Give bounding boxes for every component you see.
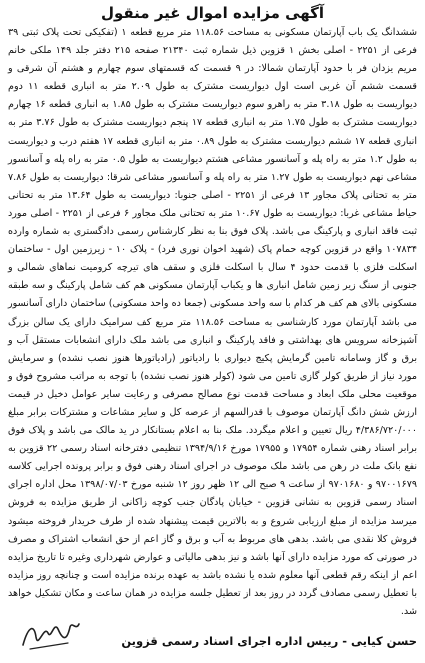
handwritten-signature-icon: [20, 615, 82, 653]
notice-footer: [6, 615, 417, 653]
notice-body: ششدانگ یک باب آپارتمان مسکونی به مساحت ۱۱۸.۵۶ متر مربع قطعه ۱ (تفکیکی تحت پلاک ثبتی ۳۹ فرعی از ۲۲۵۱ - اصلی بخش ۱ قزوین ذیل شماره ثبت ۲۱۳۴۰ صفحه ۲۱۵ دفتر جلد ۱۴۹ ملکی خانم مریم یزدان فر با حدود آپارتمان شمالا: در ۹ قسمت که قسمتهای سوم چهارم و هشتم آن شرقی و قسمت ششم آن غربی است اول دیواریست مشترک به طول ۲.۰۹ متر به انباری قطعه ۱۱ دوم دیواریست به طول ۳.۱۸ متر به راهرو سوم دیواریست مشترک به طول ۱.۸۵ به انباری قطعه ۱۶ چهارم دیواریست مشترک به طول ۱.۷۵ متر به انباری قطعه ۱۷ پنجم دیواریست مشترک به طول ۳.۷۶ متر به انباری قطعه ۱۷ ششم دیواریست مشترک به طول ۰.۸۹ متر به انباری قطعه ۱۷ هفتم درب و دیواریست به طول ۱.۲ متر به راه پله و آسانسور مشاعی هشتم دیواریست به طول ۰.۵ متر به راه پله و آسانسور مشاعی نهم دیواریست به طول ۱.۲۷ متر به راه پله و آسانسور مشاعی شرقا: دیواریست به طول ۷.۸۶ متر به تحتانی پلاک مجاور ۱۳ فرعی از ۲۲۵۱ - اصلی جنوبا: دیواریست به طول ۱۳.۶۴ متر به تحتانی حیاط مشاعی غربا: دیواریست به طول ۱۰.۶۷ متر به تحتانی ملک مجاور ۶ فرعی از ۲۲۵۱ - اصلی مورد ثبت فاقد انباری و پارکینگ می باشد. پلاک فوق بنا به نظر کارشناس رسمی دادگستری به شماره وارده ۱۰۷۸۳۴ واقع در قزوین کوچه حمام پاک (شهید اخوان نوری فرد) - پلاک ۱۰ - زیرزمین اول - ساختمان اسکلت فلزی با قدمت حدود ۴ سال با اسکلت فلزی و سقف های تیرچه کرومیت نماهای شمالی و جنوبی از سنگ زیر زمین شامل انباری ها و یکباب آپارتمان مسکونی هم کف شامل پارکینگ و سه طبقه مسکونی بالای هم کف هر کدام با سه واحد مسکونی (جمعا ده واحد مسکونی) ساختمان دارای آسانسور می باشد آپارتمان مورد کارشناسی به مساحت ۱۱۸.۵۶ متر مربع کف سرامیک دارای یک سالن بزرگ آشپزخانه سرویس های بهداشتی و فاقد پارکینگ و انباری می باشد ملک دارای انشعابات مستقل آب و برق و گاز وسامانه تامین گرمایش پکیج دیواری با رادیاتور (رادیاتورها هنوز نصب نشده) و سرمایش مورد نیاز از طریق کولر گازی تامین می شود (کولر هنوز نصب نشده) با توجه به مراتب مشروح فوق و موقعیت محلی ملک ابعاد و مساحت قدمت نوع مصالح مصرفی و رعایت سایر عوامل دخیل در قیمت ارزش شش دانگ آپارتمان موصوف با قدرالسهم از عرصه کل و سایر مشاعات و مشترکات برابر مبلغ ۴/۳۸۶/۷۲۰/۰۰۰ ریال تعیین و اعلام میگردد. ملک بنا به اعلام بستانکار در ید مالک می باشد و پلاک فوق برابر اسناد رهنی شماره ۱۷۹۵۴ و ۱۷۹۵۵ مورخ ۱۳۹۴/۹/۱۶ تنظیمی دفترخانه اسناد رسمی ۲۲ قزوین به نفع بانک ملت در رهن می باشد ملک موصوف در اجرای اسناد رهنی فوق و برابر پرونده اجرایی کلاسه ۹۷۰۰۱۶۷۹ و ۹۷۰۱۶۸۰ از ساعت ۹ صبح الی ۱۲ ظهر روز ۱۲ شنبه مورخ ۱۳۹۸/۰۷/۰۳ محل اداره اجرای اسناد رسمی قزوین به نشانی قزوین - خیابان پادگان جنب کوچه زاکانی از طریق مزایده به فروش میرسد مزایده از مبلغ ارزیابی شروع و به بالاترین قیمت پیشنهاد شده از طرف خریدار فروخته میشود فروش کلا نقدی می باشد. بدهی های مربوط به آب و برق و گاز اعم از حق انشعاب اشتراک و مصرف در صورتی که مورد مزایده دارای آنها باشد و نیز بدهی مالیاتی و عوارض شهرداری وغیره تا تاریخ مزایده اعم از اینکه رقم قطعی آنها معلوم شده یا نشده باشد به عهده برنده مزایده است و چنانچه روز مزایده با تعطیل رسمی مصادف گردد در روز بعد از تعطیل جلسه مزایده در همان ساعت و مکان تشکیل خواهد شد.: [8, 27, 418, 617]
notice-title: آگهی مزایده اموال غیر منقول: [100, 4, 325, 22]
auction-notice: [2, 2, 423, 659]
notice-signature: حسن کیایی - رییس اداره اجرای اسناد رسمی قزوین: [121, 634, 417, 648]
